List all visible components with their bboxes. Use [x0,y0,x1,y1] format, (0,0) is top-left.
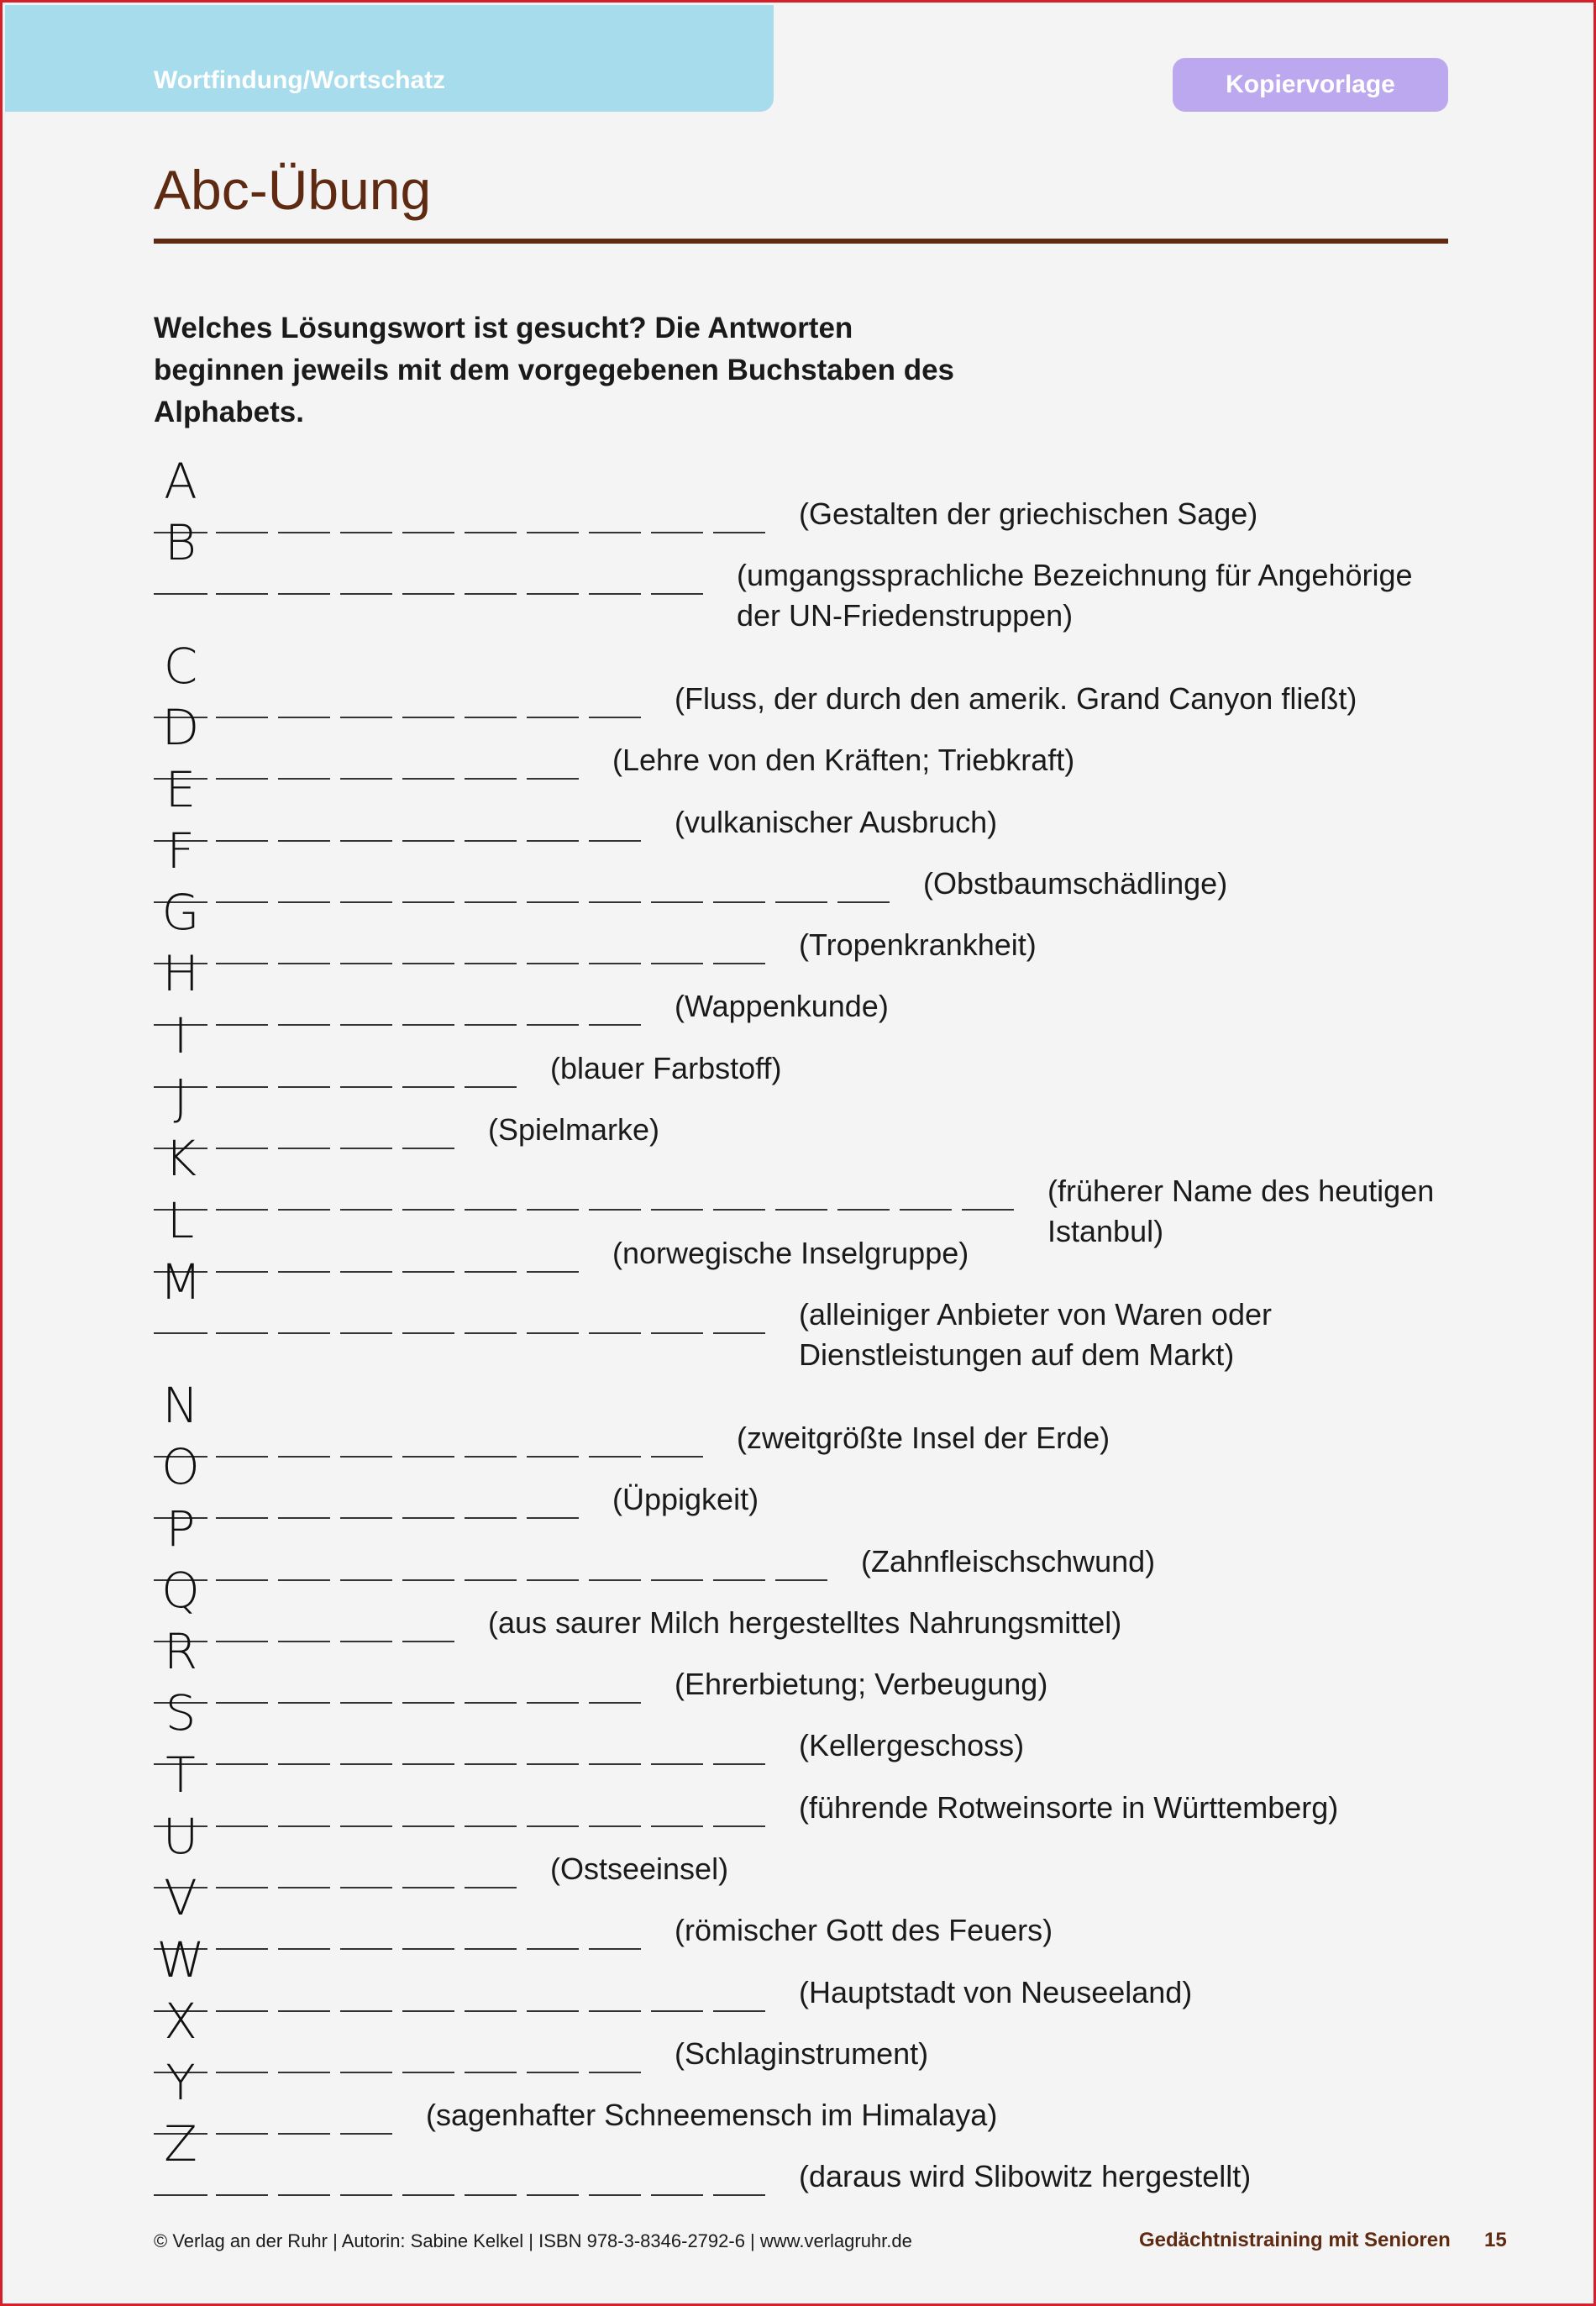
answer-blank[interactable] [527,1702,579,1704]
answer-blank[interactable] [527,1209,579,1211]
start-letter: I [173,1007,188,1064]
answer-blank[interactable] [527,2072,579,2073]
answer-blank[interactable] [962,1209,1014,1211]
answer-blank[interactable] [340,2194,392,2196]
answer-blank[interactable] [589,1332,641,1334]
answer-blank[interactable] [402,1702,454,1704]
answer-blank[interactable] [465,593,517,595]
answer-blank[interactable] [465,1948,517,1950]
answer-blank[interactable] [527,717,579,718]
answer-blank[interactable] [465,840,517,842]
answer-blank[interactable] [651,1825,703,1827]
clue-text: (zweitgrößte Insel der Erde) [737,1421,1110,1455]
start-letter: C [163,638,198,695]
answer-blank[interactable] [216,778,268,780]
answer-blank[interactable] [465,2010,517,2012]
answer-blank[interactable] [465,2194,517,2196]
answer-blank[interactable] [278,963,330,964]
answer-blank[interactable] [216,2194,268,2196]
start-letter: J [173,1069,188,1126]
answer-blank[interactable] [589,1579,641,1581]
start-letter: K [164,1130,197,1187]
answer-blank[interactable] [589,1825,641,1827]
start-letter: W [156,1931,205,1988]
answer-blank[interactable] [402,778,454,780]
answer-blank[interactable] [465,717,517,718]
answer-blank[interactable] [402,963,454,964]
answer-blank[interactable] [278,1517,330,1519]
exercise-row [3,1500,1596,1578]
answer-blank[interactable] [651,1209,703,1211]
start-letter: H [162,945,199,1002]
answer-blank[interactable] [465,1456,517,1458]
start-letter: B [165,514,197,571]
answer-blank[interactable] [340,1579,392,1581]
exercise-row [3,1130,1596,1248]
answer-blank[interactable] [527,1024,579,1026]
answer-blank[interactable] [278,1148,330,1149]
answer-blank[interactable] [340,1148,392,1149]
answer-blank[interactable] [402,1086,454,1088]
answer-blank[interactable] [278,1332,330,1334]
answer-blank[interactable] [713,2010,765,2012]
answer-blank[interactable] [278,1702,330,1704]
answer-blank[interactable] [527,1332,579,1334]
answer-blank[interactable] [340,1209,392,1211]
answer-blank[interactable] [402,2072,454,2073]
clue-text: (Ehrerbietung; Verbeugung) [675,1667,1048,1701]
answer-blank[interactable] [465,1887,517,1888]
answer-blank[interactable] [589,2194,641,2196]
answer-blank[interactable] [340,2133,392,2135]
answer-blank[interactable] [340,1641,392,1642]
answer-blank[interactable] [465,1579,517,1581]
answer-blank[interactable] [402,1641,454,1642]
answer-blank[interactable] [589,593,641,595]
exercise-row [3,638,1596,716]
answer-blank[interactable] [465,1825,517,1827]
clue-text: (Fluss, der durch den amerik. Grand Canyon fließt) [675,681,1357,716]
answer-blank[interactable] [216,1702,268,1704]
start-letter: A [164,453,197,510]
answer-blank[interactable] [651,1332,703,1334]
answer-blank[interactable] [340,778,392,780]
exercise-row [3,1007,1596,1085]
clue-text: (aus saurer Milch hergestelltes Nahrungsmittel) [488,1605,1122,1640]
answer-blank[interactable] [527,778,579,780]
answer-blank[interactable] [216,1148,268,1149]
clue-text: (norwegische Inselgruppe) [612,1236,969,1270]
answer-blank[interactable] [527,963,579,964]
start-letter: M [159,1253,202,1311]
clue-text: (Obstbaumschädlinge) [923,866,1228,901]
answer-blank[interactable] [216,1456,268,1458]
answer-blank[interactable] [651,2010,703,2012]
exercise-row [3,699,1596,777]
answer-blank[interactable] [775,901,827,903]
answer-blank[interactable] [216,1887,268,1888]
answer-blank[interactable] [402,1271,454,1273]
clue-text: (Schlaginstrument) [675,2036,929,2071]
answer-blank[interactable] [713,2194,765,2196]
instructions-text: Welches Lösungswort ist gesucht? Die Antworten beginnen jeweils mit dem vorgegebenen Buchstaben des Alphabets. [154,312,954,428]
answer-blank[interactable] [278,1641,330,1642]
clue-text: (Zahnfleischschwund) [861,1544,1156,1578]
answer-blank[interactable] [278,1086,330,1088]
answer-blank[interactable] [278,1825,330,1827]
answer-blank[interactable] [465,901,517,903]
answer-blank[interactable] [402,532,454,533]
clue-text: (römischer Gott des Feuers) [675,1913,1053,1947]
answer-blank[interactable] [589,1763,641,1765]
answer-blank[interactable] [340,1763,392,1765]
clue-text: (umgangssprachliche Bezeichnung für Angehörige der UN-Friedenstruppen) [737,558,1413,633]
answer-blank[interactable] [527,1517,579,1519]
start-letter: F [166,822,195,880]
start-letter: U [162,1808,199,1865]
answer-blank[interactable] [465,1332,517,1334]
answer-blank[interactable] [340,1887,392,1888]
answer-blank[interactable] [216,1517,268,1519]
start-letter: Y [165,2054,196,2111]
answer-blank[interactable] [340,1702,392,1704]
answer-blank[interactable] [465,778,517,780]
answer-blank[interactable] [402,2010,454,2012]
category-label: Wortfindung/Wortschatz [154,66,446,94]
answer-blank[interactable] [216,2133,268,2135]
start-letter: R [163,1623,198,1680]
answer-blank[interactable] [837,1209,890,1211]
exercise-row [3,1377,1596,1455]
start-letter: D [161,699,200,756]
exercise-row [3,761,1596,839]
answer-blank[interactable] [216,1825,268,1827]
letter-underline [154,2194,207,2196]
exercise-row [3,884,1596,962]
answer-blank[interactable] [216,1332,268,1334]
answer-blank[interactable] [589,2010,641,2012]
answer-blank[interactable] [216,1641,268,1642]
clue-text: (Kellergeschoss) [799,1728,1025,1762]
answer-blank[interactable] [527,2010,579,2012]
clue-text: (Spielmarke) [488,1112,660,1147]
answer-blank[interactable] [465,2072,517,2073]
answer-blank[interactable] [278,1271,330,1273]
answer-blank[interactable] [775,1209,827,1211]
answer-blank[interactable] [651,532,703,533]
start-letter: V [164,1869,197,1926]
answer-blank[interactable] [713,532,765,533]
answer-blank[interactable] [465,963,517,964]
start-letter: P [165,1500,196,1557]
answer-blank[interactable] [589,840,641,842]
answer-blank[interactable] [340,1024,392,1026]
answer-blank[interactable] [527,901,579,903]
clue-text: (Gestalten der griechischen Sage) [799,496,1258,531]
answer-blank[interactable] [216,1086,268,1088]
answer-blank[interactable] [713,1825,765,1827]
footer-page-number: 15 [1484,2229,1507,2251]
answer-blank[interactable] [216,963,268,964]
clue-text: (Hauptstadt von Neuseeland) [799,1975,1193,2009]
answer-blank[interactable] [402,1456,454,1458]
start-letter: Q [161,1562,200,1619]
start-letter: N [162,1377,199,1434]
answer-blank[interactable] [402,1209,454,1211]
exercise-row [3,1747,1596,1825]
answer-blank[interactable] [527,593,579,595]
answer-blank[interactable] [402,901,454,903]
answer-blank[interactable] [527,2194,579,2196]
answer-blank[interactable] [278,2010,330,2012]
clue-text: (Wappenkunde) [675,989,889,1023]
answer-blank[interactable] [278,1579,330,1581]
answer-blank[interactable] [589,1024,641,1026]
clue-text: (vulkanischer Ausbruch) [675,805,998,839]
answer-blank[interactable] [340,1086,392,1088]
answer-blank[interactable] [651,1579,703,1581]
answer-blank[interactable] [651,963,703,964]
answer-blank[interactable] [216,593,268,595]
clue-text: (blauer Farbstoff) [550,1051,782,1085]
answer-blank[interactable] [278,593,330,595]
answer-blank[interactable] [465,1086,517,1088]
answer-blank[interactable] [216,1271,268,1273]
answer-blank[interactable] [278,1209,330,1211]
clue-text: (früherer Name des heutigen Istanbul) [1047,1174,1435,1248]
answer-blank[interactable] [216,1579,268,1581]
answer-blank[interactable] [216,1948,268,1950]
start-letter: S [165,1684,197,1741]
answer-blank[interactable] [651,901,703,903]
answer-blank[interactable] [527,1271,579,1273]
answer-blank[interactable] [589,1209,641,1211]
answer-blank[interactable] [527,1763,579,1765]
answer-blank[interactable] [402,1763,454,1765]
answer-blank[interactable] [402,1024,454,1026]
answer-blank[interactable] [465,1271,517,1273]
answer-blank[interactable] [465,1024,517,1026]
answer-blank[interactable] [340,1456,392,1458]
answer-blank[interactable] [713,1209,765,1211]
answer-blank[interactable] [589,532,641,533]
answer-blank[interactable] [465,532,517,533]
answer-blank[interactable] [340,1948,392,1950]
answer-blank[interactable] [589,901,641,903]
exercise-row [3,1562,1596,1640]
answer-blank[interactable] [340,717,392,718]
answer-blank[interactable] [340,1517,392,1519]
answer-blank[interactable] [216,1763,268,1765]
answer-blank[interactable] [216,2010,268,2012]
clue-text: (Tropenkrankheit) [799,927,1037,962]
category-tab [5,5,774,112]
answer-blank[interactable] [527,840,579,842]
answer-blank[interactable] [402,1579,454,1581]
clue-text: (Ostseeinsel) [550,1852,729,1886]
answer-blank[interactable] [216,901,268,903]
answer-blank[interactable] [465,1763,517,1765]
answer-blank[interactable] [402,717,454,718]
answer-blank[interactable] [278,1763,330,1765]
page-title: Abc-Übung [154,159,432,221]
answer-blank[interactable] [402,1332,454,1334]
answer-blank[interactable] [465,1517,517,1519]
answer-blank[interactable] [278,1456,330,1458]
title-divider [154,239,1448,244]
exercise-row [3,2054,1596,2132]
answer-blank[interactable] [713,963,765,964]
answer-blank[interactable] [340,963,392,964]
answer-blank[interactable] [465,1702,517,1704]
exercise-row [3,945,1596,1023]
answer-blank[interactable] [278,2194,330,2196]
answer-blank[interactable] [402,1148,454,1149]
answer-blank[interactable] [340,901,392,903]
footer-copyright: © Verlag an der Ruhr | Autorin: Sabine Kelkel | ISBN 978-3-8346-2792-6 | www.verlagruhr.de [154,2230,912,2251]
answer-blank[interactable] [216,532,268,533]
answer-blank[interactable] [278,778,330,780]
answer-blank[interactable] [278,901,330,903]
answer-blank[interactable] [216,717,268,718]
answer-blank[interactable] [527,1456,579,1458]
exercise-row [3,1931,1596,2009]
answer-blank[interactable] [651,1763,703,1765]
answer-blank[interactable] [589,717,641,718]
answer-blank[interactable] [900,1209,952,1211]
exercise-row [3,1993,1596,2071]
answer-blank[interactable] [775,1579,827,1581]
answer-blank[interactable] [278,1024,330,1026]
clue-text: (daraus wird Slibowitz hergestellt) [799,2159,1252,2193]
answer-blank[interactable] [589,1456,641,1458]
answer-blank[interactable] [651,1456,703,1458]
answer-blank[interactable] [527,1948,579,1950]
answer-blank[interactable] [402,2194,454,2196]
answer-blank[interactable] [527,1825,579,1827]
answer-blank[interactable] [278,1948,330,1950]
answer-blank[interactable] [402,1517,454,1519]
answer-blank[interactable] [216,2072,268,2073]
answer-blank[interactable] [340,1332,392,1334]
answer-blank[interactable] [402,1887,454,1888]
start-letter: X [164,1993,197,2050]
letter-underline [154,593,207,595]
answer-blank[interactable] [340,1271,392,1273]
answer-blank[interactable] [216,1209,268,1211]
answer-blank[interactable] [216,1024,268,1026]
clue-text: (sagenhafter Schneemensch im Himalaya) [426,2098,998,2132]
answer-blank[interactable] [402,593,454,595]
copy-template-badge: Kopiervorlage [1173,58,1448,112]
start-letter: G [161,884,200,941]
answer-blank[interactable] [402,1948,454,1950]
answer-blank[interactable] [216,840,268,842]
answer-blank[interactable] [651,2194,703,2196]
answer-blank[interactable] [278,2072,330,2073]
answer-blank[interactable] [402,840,454,842]
clue-text: (Üppigkeit) [612,1482,759,1516]
answer-blank[interactable] [465,1209,517,1211]
answer-blank[interactable] [340,593,392,595]
clue-text: (alleiniger Anbieter von Waren oder Dienstleistungen auf dem Markt) [799,1297,1272,1372]
answer-blank[interactable] [340,2010,392,2012]
answer-blank[interactable] [589,963,641,964]
start-letter: Z [164,2115,197,2172]
exercise-row [3,453,1596,531]
answer-blank[interactable] [340,532,392,533]
answer-blank[interactable] [713,901,765,903]
answer-blank[interactable] [340,1825,392,1827]
answer-blank[interactable] [278,1887,330,1888]
letter-underline [154,1332,207,1334]
answer-blank[interactable] [527,532,579,533]
answer-blank[interactable] [278,2133,330,2135]
start-letter: O [161,1438,200,1495]
exercise-row [3,1069,1596,1147]
clue-text: (Lehre von den Kräften; Triebkraft) [612,743,1075,777]
answer-blank[interactable] [278,717,330,718]
answer-blank[interactable] [589,1702,641,1704]
answer-blank[interactable] [589,1948,641,1950]
answer-blank[interactable] [837,901,890,903]
start-letter: E [165,761,197,818]
exercise-row [3,514,1596,633]
exercise-row [3,1808,1596,1886]
answer-blank[interactable] [340,2072,392,2073]
answer-blank[interactable] [589,2072,641,2073]
answer-blank[interactable] [713,1332,765,1334]
answer-blank[interactable] [651,593,703,595]
answer-blank[interactable] [713,1579,765,1581]
answer-blank[interactable] [402,1825,454,1827]
answer-blank[interactable] [527,1579,579,1581]
start-letter: T [165,1747,196,1804]
answer-blank[interactable] [713,1763,765,1765]
clue-text: (führende Rotweinsorte in Württemberg) [799,1790,1339,1825]
exercise-row [3,1623,1596,1701]
answer-blank[interactable] [278,840,330,842]
start-letter: L [166,1192,195,1249]
footer-book-title: Gedächtnistraining mit Senioren [1139,2229,1451,2251]
answer-blank[interactable] [340,840,392,842]
answer-blank[interactable] [278,532,330,533]
